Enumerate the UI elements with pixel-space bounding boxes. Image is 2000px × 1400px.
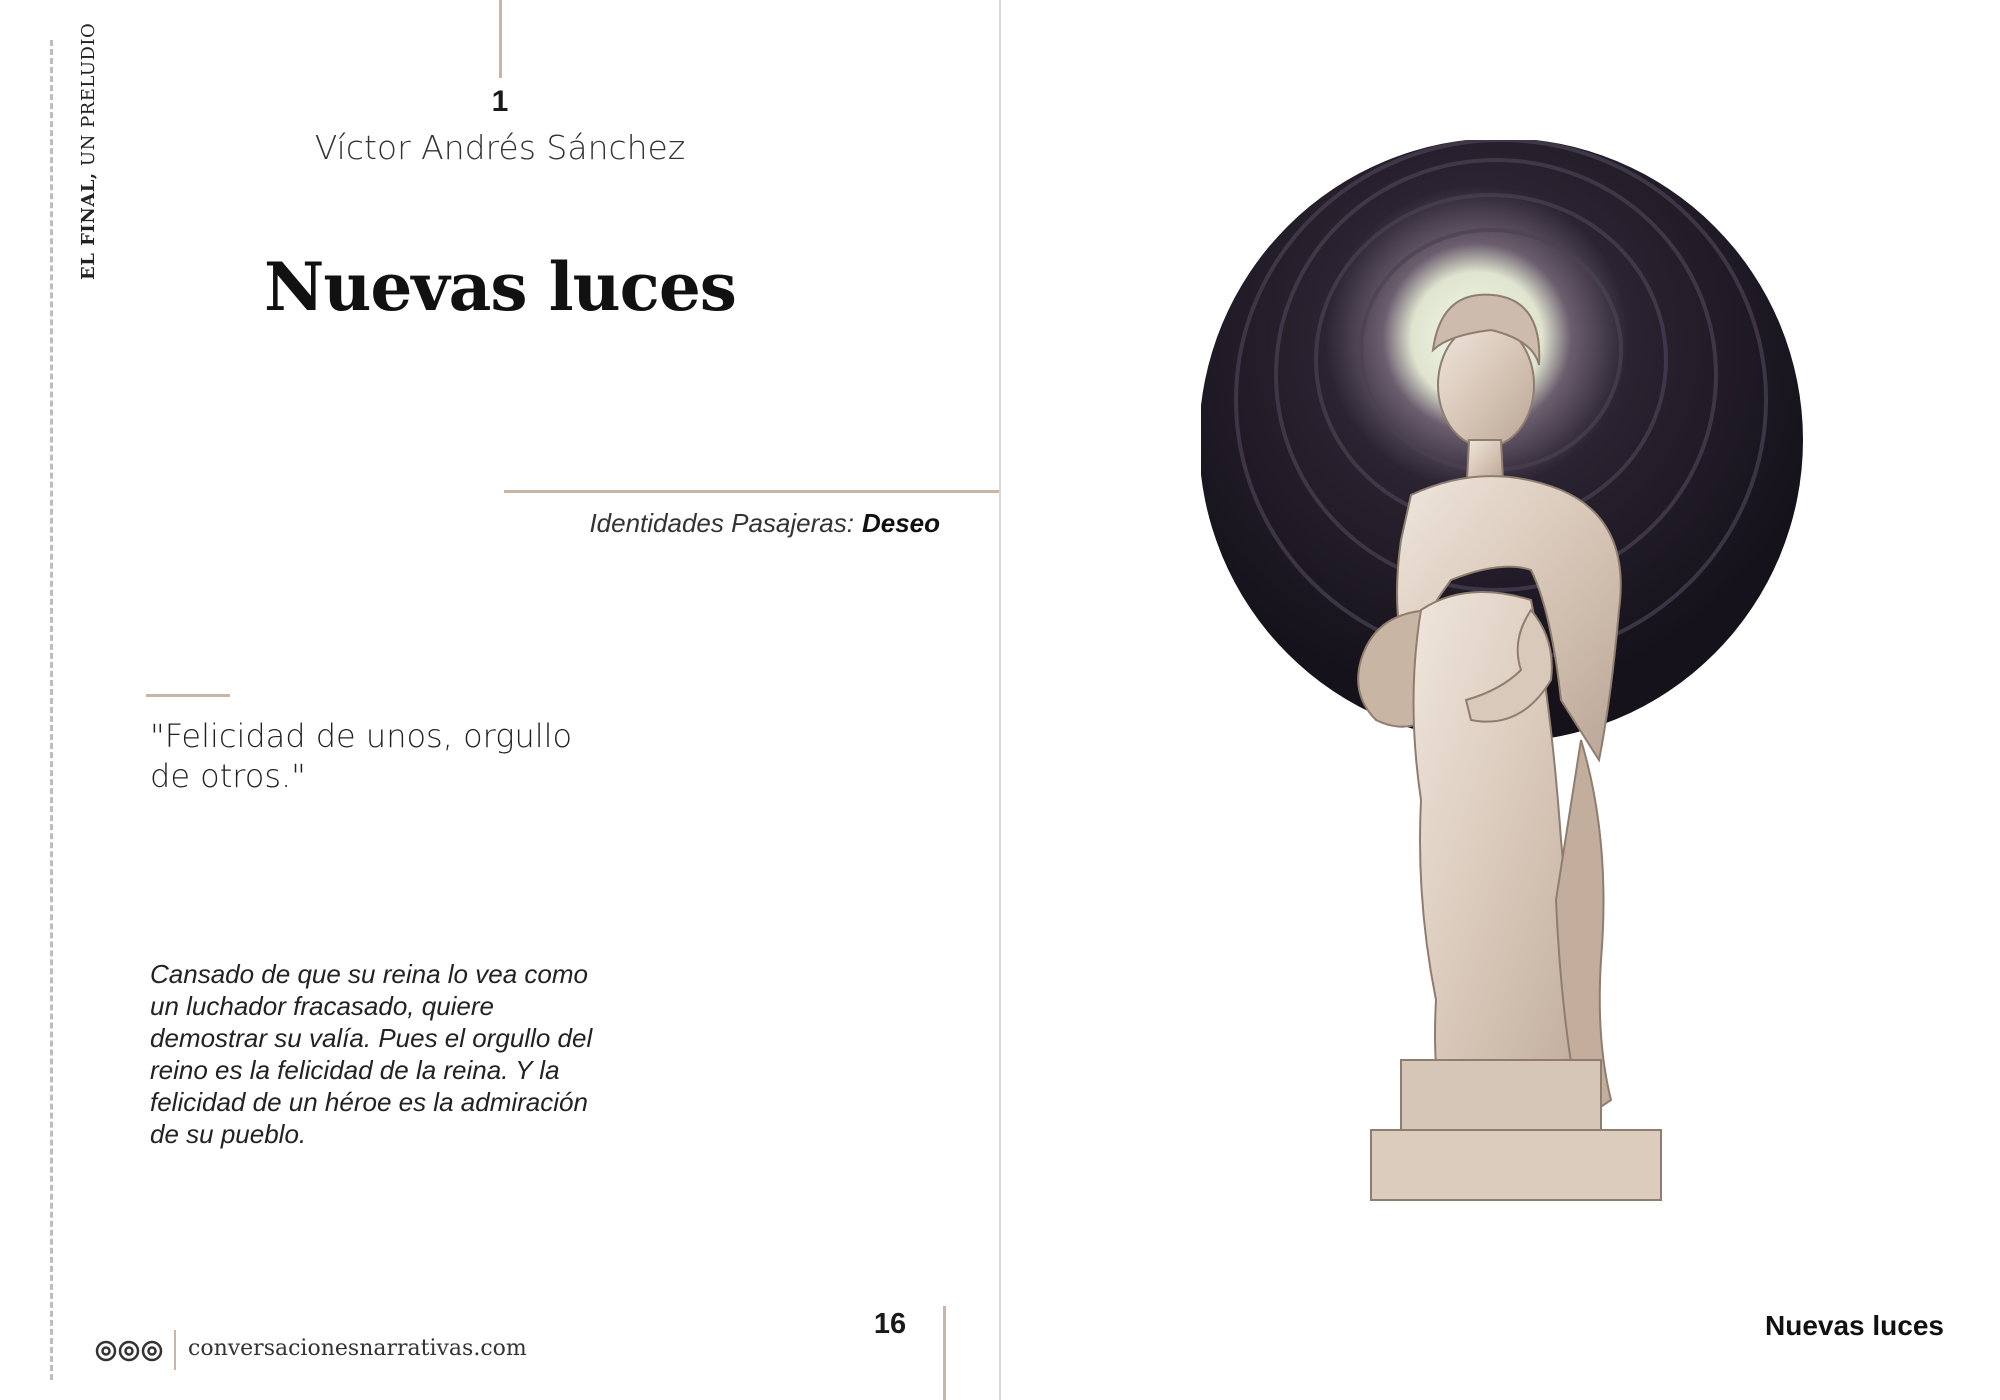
statue-illustration bbox=[1201, 140, 1841, 1250]
story-title: Nuevas luces bbox=[264, 248, 736, 326]
synopsis-text: Cansado de que su reina lo vea como un luchador fracasado, quiere demostrar su valía. Pues el orgullo del reino es la felicidad de la reina. Y la felicidad de un héroe es la admiración de su pueblo. bbox=[150, 959, 593, 1149]
left-page bbox=[0, 0, 999, 1400]
running-head-rest: UN PRELUDIO bbox=[78, 22, 99, 167]
quote-rule bbox=[146, 694, 230, 697]
three-circles-logo-icon bbox=[94, 1337, 164, 1365]
footer-divider bbox=[174, 1330, 176, 1370]
website-link[interactable]: conversacionesnarrativas.com bbox=[188, 1336, 527, 1361]
section-rule bbox=[504, 490, 999, 493]
page-number: 16 bbox=[873, 1308, 907, 1340]
chapter-number: 1 bbox=[491, 85, 509, 118]
identity-label: Identidades Pasajeras: bbox=[589, 508, 854, 538]
identity-line bbox=[500, 508, 940, 539]
running-title: Nuevas luces bbox=[1765, 1310, 1944, 1341]
top-divider-tick bbox=[499, 0, 502, 78]
author-name: Víctor Andrés Sánchez bbox=[314, 128, 686, 167]
running-head-bold: EL FINAL, bbox=[78, 172, 99, 280]
epigraph-quote: "Felicidad de unos, orgullo de otros." bbox=[150, 717, 573, 795]
right-page bbox=[1001, 0, 2000, 1400]
bottom-divider-tick bbox=[943, 1306, 946, 1400]
identity-tag: Deseo bbox=[861, 508, 940, 538]
